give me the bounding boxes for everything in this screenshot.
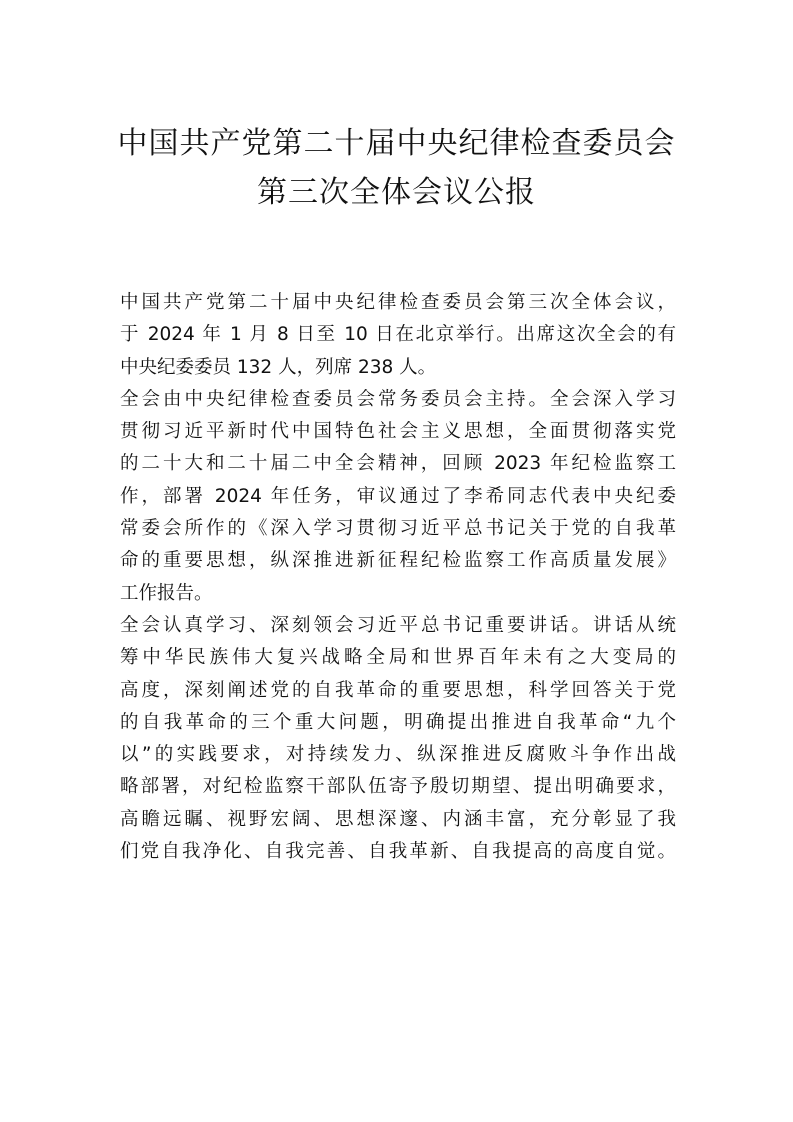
- text-line: 作，部署 2024 年任务，审议通过了李希同志代表中央纪委: [120, 485, 676, 507]
- paragraph-1: [120, 287, 676, 384]
- text-line: 贯彻习近平新时代中国特色社会主义思想，全面贯彻落实党: [120, 421, 676, 443]
- text-line: 工作报告。: [120, 582, 213, 604]
- document-title-line-2: 第三次全体会议公报: [257, 175, 536, 210]
- text-line: 的二十大和二十届二中全会精神，回顾 2023 年纪检监察工: [120, 453, 676, 475]
- paragraph-3: [120, 610, 676, 868]
- text-line: 中国共产党第二十届中央纪律检查委员会第三次全体会议，: [120, 292, 676, 313]
- text-line: 全会认真学习、深刻领会习近平总书记重要讲话。讲话从统: [120, 614, 676, 636]
- text-line: 于 2024 年 1 月 8 日至 10 日在北京举行。出席这次全会的有: [120, 324, 676, 346]
- text-line: 以”的实践要求，对持续发力、纵深推进反腐败斗争作出战: [120, 744, 676, 766]
- text-line: 高度，深刻阐述党的自我革命的重要思想，科学回答关于党: [120, 679, 676, 701]
- text-line: 命的重要思想，纵深推进新征程纪检监察工作高质量发展》: [120, 550, 676, 572]
- text-line: 常委会所作的《深入学习贯彻习近平总书记关于党的自我革: [120, 518, 676, 540]
- text-line: 筹中华民族伟大复兴战略全局和世界百年未有之大变局的: [120, 647, 676, 669]
- text-line: 的自我革命的三个重大问题，明确提出推进自我革命“九个: [120, 711, 676, 733]
- text-line: 略部署，对纪检监察干部队伍寄予殷切期望、提出明确要求，: [120, 776, 676, 798]
- document-body: [120, 287, 676, 868]
- text-line: 中央纪委委员 132 人，列席 238 人。: [120, 356, 437, 378]
- text-line: 全会由中央纪律检查委员会常务委员会主持。全会深入学习: [120, 388, 676, 410]
- document-title-line-1: 中国共产党第二十届中央纪律检查委员会: [117, 126, 676, 161]
- text-line: 高瞻远瞩、视野宏阔、思想深邃、内涵丰富，充分彰显了我: [120, 808, 676, 830]
- paragraph-2: [120, 384, 676, 610]
- text-line: 们党自我净化、自我完善、自我革新、自我提高的高度自觉。: [120, 841, 676, 863]
